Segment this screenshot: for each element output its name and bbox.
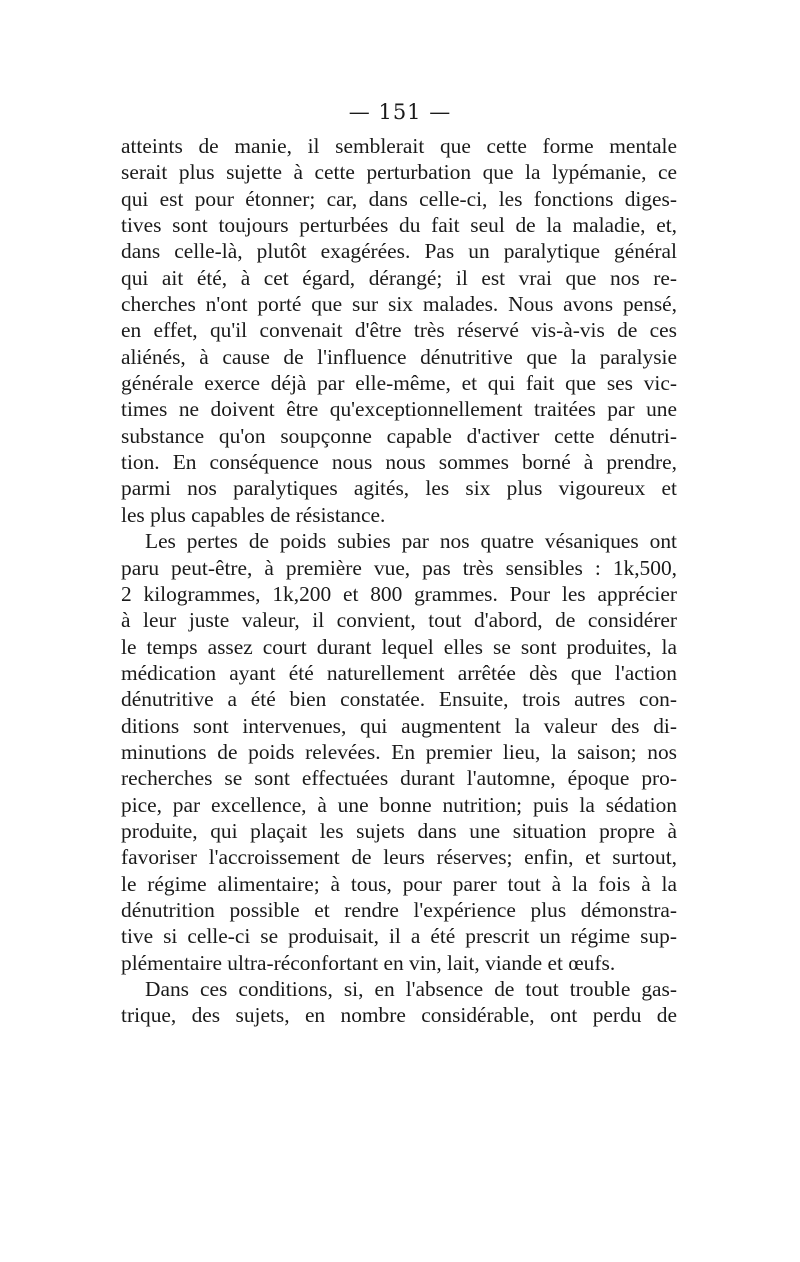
- text-line: tive si celle-ci se produisait, il a été prescrit un régime sup-: [121, 924, 677, 949]
- text-line: minutions de poids relevées. En premier lieu, la saison; nos: [121, 739, 677, 764]
- paragraph-2: [121, 528, 677, 976]
- text-line: dénutritive a été bien constatée. Ensuite, trois autres con-: [121, 687, 677, 712]
- text-line: aliénés, à cause de l'influence dénutritive que la paralysie: [121, 344, 677, 369]
- page-number: — 151 —: [348, 100, 452, 124]
- text-line: médication ayant été naturellement arrêtée dès que l'action: [121, 660, 677, 685]
- text-line: le régime alimentaire; à tous, pour parer tout à la fois à la: [121, 871, 677, 896]
- text-line: générale exerce déjà par elle-même, et qui fait que ses vic-: [121, 371, 677, 396]
- text-line: produite, qui plaçait les sujets dans une situation propre à: [121, 818, 677, 843]
- text-line: Dans ces conditions, si, en l'absence de tout trouble gas-: [145, 977, 677, 1001]
- text-line: ditions sont intervenues, qui augmentent la valeur des di-: [121, 713, 677, 738]
- text-line: recherches se sont effectuées durant l'automne, époque pro-: [121, 766, 677, 791]
- text-line: trique, des sujets, en nombre considérable, ont perdu de: [121, 1003, 677, 1028]
- text-line: cherches n'ont porté que sur six malades. Nous avons pensé,: [121, 292, 677, 317]
- body-text: [121, 133, 677, 1029]
- text-line: 2 kilogrammes, 1k,200 et 800 grammes. Pour les apprécier: [121, 581, 677, 606]
- text-line: parmi nos paralytiques agités, les six plus vigoureux et: [121, 476, 677, 501]
- text-line: plémentaire ultra-réconfortant en vin, lait, viande et œufs.: [121, 950, 616, 975]
- text-line: qui ait été, à cet égard, dérangé; il est vrai que nos re-: [121, 265, 677, 290]
- text-line: qui est pour étonner; car, dans celle-ci, les fonctions diges-: [121, 186, 677, 211]
- text-line: atteints de manie, il semblerait que cette forme mentale: [121, 134, 677, 158]
- text-line: dénutrition possible et rendre l'expérience plus démonstra-: [121, 897, 677, 922]
- text-line: à leur juste valeur, il convient, tout d'abord, de considérer: [121, 608, 677, 633]
- paragraph-1: [121, 133, 677, 528]
- text-line: en effet, qu'il convenait d'être très réservé vis-à-vis de ces: [121, 318, 677, 343]
- text-line: paru peut-être, à première vue, pas très sensibles : 1k,500,: [121, 555, 677, 580]
- text-line: les plus capables de résistance.: [121, 502, 386, 527]
- text-line: substance qu'on soupçonne capable d'activer cette dénutri-: [121, 423, 677, 448]
- text-line: dans celle-là, plutôt exagérées. Pas un paralytique général: [121, 239, 677, 264]
- text-line: le temps assez court durant lequel elles se sont produites, la: [121, 634, 677, 659]
- text-line: tives sont toujours perturbées du fait seul de la maladie, et,: [121, 213, 677, 238]
- text-line: Les pertes de poids subies par nos quatre vésaniques ont: [145, 529, 677, 554]
- text-line: times ne doivent être qu'exceptionnellement traitées par une: [121, 397, 677, 422]
- paragraph-3: [121, 976, 677, 1029]
- text-line: favoriser l'accroissement de leurs réserves; enfin, et surtout,: [121, 845, 677, 870]
- text-line: serait plus sujette à cette perturbation que la lypémanie, ce: [121, 160, 677, 185]
- text-line: pice, par excellence, à une bonne nutrition; puis la sédation: [121, 792, 677, 817]
- text-line: tion. En conséquence nous nous sommes borné à prendre,: [121, 450, 677, 475]
